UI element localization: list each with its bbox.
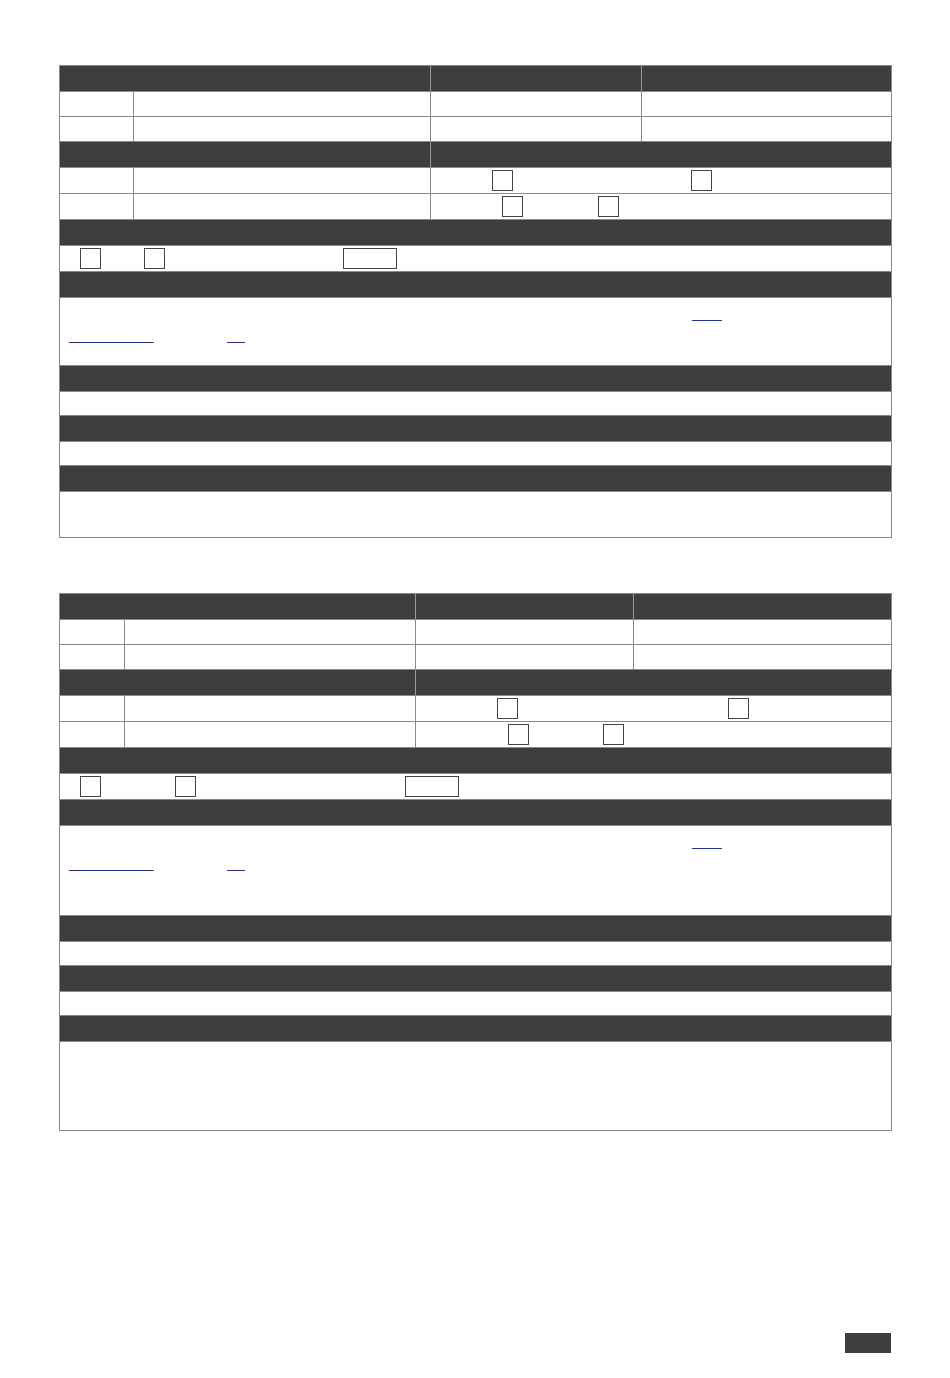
checkbox[interactable]: [502, 196, 523, 217]
table-row: [60, 117, 891, 142]
table-row: [60, 722, 891, 748]
section-header-row: [60, 142, 891, 168]
format-button[interactable]: [343, 248, 397, 269]
checkbox[interactable]: [603, 724, 624, 745]
table-row: [60, 1042, 891, 1130]
section-header-row: [60, 800, 891, 826]
section-header-row: [60, 366, 891, 392]
checkbox[interactable]: [598, 196, 619, 217]
table-header-row: [60, 594, 891, 620]
checkbox[interactable]: [144, 248, 165, 269]
checkbox[interactable]: [80, 776, 101, 797]
link-underline[interactable]: [227, 870, 245, 871]
table-row: [60, 246, 891, 272]
link-underline[interactable]: [692, 848, 722, 849]
section-header-row: [60, 1016, 891, 1042]
table-row: [60, 992, 891, 1016]
table-row: [60, 696, 891, 722]
table-row: [60, 620, 891, 645]
checkbox[interactable]: [492, 170, 513, 191]
section-header-row: [60, 466, 891, 492]
link-underline[interactable]: [692, 320, 722, 321]
checkbox[interactable]: [728, 698, 749, 719]
table-row: [60, 392, 891, 416]
link-underline[interactable]: [69, 342, 154, 343]
checkbox[interactable]: [691, 170, 712, 191]
link-underline[interactable]: [227, 342, 245, 343]
format-button[interactable]: [405, 776, 459, 797]
table-header-row: [60, 66, 891, 92]
protocol-table-1: [59, 65, 892, 538]
table-row: [60, 194, 891, 220]
section-header-row: [60, 966, 891, 992]
table-row: [60, 826, 891, 916]
protocol-table-2: [59, 593, 892, 1131]
table-row: [60, 492, 891, 537]
section-header-row: [60, 670, 891, 696]
checkbox[interactable]: [497, 698, 518, 719]
checkbox[interactable]: [175, 776, 196, 797]
section-header-row: [60, 416, 891, 442]
page-number-badge: [845, 1333, 891, 1353]
section-header-row: [60, 272, 891, 298]
table-row: [60, 298, 891, 366]
table-row: [60, 942, 891, 966]
checkbox[interactable]: [508, 724, 529, 745]
table-row: [60, 92, 891, 117]
table-row: [60, 645, 891, 670]
section-header-row: [60, 748, 891, 774]
table-row: [60, 774, 891, 800]
checkbox[interactable]: [80, 248, 101, 269]
table-row: [60, 168, 891, 194]
table-row: [60, 442, 891, 466]
section-header-row: [60, 220, 891, 246]
link-underline[interactable]: [69, 870, 154, 871]
section-header-row: [60, 916, 891, 942]
